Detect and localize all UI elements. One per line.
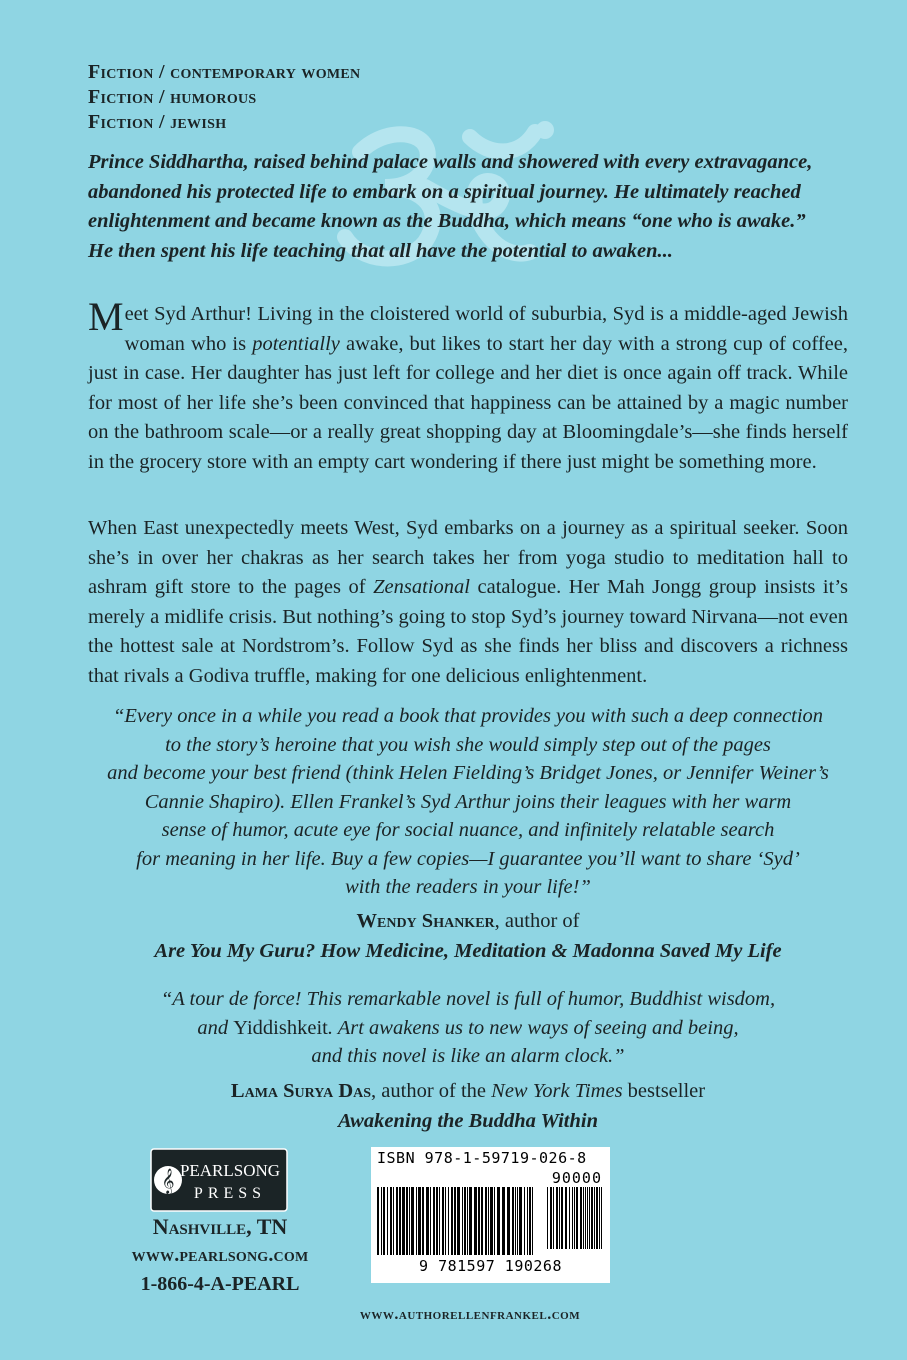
- barcode-addon-bar: [569, 1187, 570, 1249]
- para2-emphasis: Zensational: [373, 576, 470, 598]
- svg-text:𝄞: 𝄞: [161, 1169, 175, 1194]
- barcode-addon-bar: [599, 1187, 600, 1249]
- barcode-bar: [399, 1187, 401, 1255]
- attribution-role: , author of: [494, 910, 580, 932]
- barcode-addon-bar: [576, 1187, 578, 1249]
- barcode-bar: [474, 1187, 477, 1255]
- barcode-bar: [464, 1187, 466, 1255]
- barcode-addon-bar: [561, 1187, 563, 1249]
- barcode-bar: [381, 1187, 382, 1255]
- barcode-bar: [451, 1187, 453, 1255]
- barcode-addon-bar: [587, 1187, 588, 1249]
- attribution-role: , author of the: [371, 1080, 492, 1102]
- para2-text-a: When East unexpectedly meets West, Syd embarks on a journey as a spiritual seeker. Soon she’s in over her chakras as her search takes her from yoga studio to meditation hall to ashram gift store to the pages of: [88, 517, 848, 598]
- category-line: Fiction / contemporary women: [88, 61, 361, 83]
- barcode-bar: [377, 1187, 379, 1255]
- barcode-bar: [402, 1187, 405, 1255]
- barcode-addon-bar: [591, 1187, 593, 1249]
- para1-text-a: eet Syd Arthur! Living in the cloistered world of suburbia, Syd is a middle-aged Jewish woman who is: [124, 303, 848, 355]
- barcode-bar: [430, 1187, 431, 1255]
- barcode-bar: [488, 1187, 489, 1255]
- barcode-bar: [390, 1187, 392, 1255]
- pearlsong-press-logo: [150, 1148, 288, 1212]
- barcode-addon-bar: [596, 1187, 598, 1249]
- quote-word-yiddishkeit: Yiddishkeit: [233, 1016, 328, 1039]
- quote-line: “Every once in a while you read a book that provides you with such a deep connection: [112, 705, 824, 727]
- quote-line: This remarkable novel is full of humor, Buddhist wisdom,: [306, 988, 776, 1010]
- barcode-bar: [454, 1187, 456, 1255]
- attribution-book-title: Are You My Guru? How Medicine, Meditation & Madonna Saved My Life: [154, 940, 782, 962]
- barcode-bar: [422, 1187, 424, 1255]
- barcode-bar: [515, 1187, 516, 1255]
- publisher-info: [80, 1212, 360, 1299]
- barcode-digits: 9 781597 190268: [419, 1257, 562, 1275]
- barcode-bar: [467, 1187, 468, 1255]
- barcode-bar: [439, 1187, 440, 1255]
- description-paragraph-1: [88, 294, 848, 477]
- barcode-addon-bar: [572, 1187, 573, 1249]
- testimonial-attribution-2: [88, 1076, 848, 1136]
- intro-paragraph: Prince Siddhartha, raised behind palace walls and showered with every extravagance, abandoned his protected life to embark on a spiritual journey. He ultimately reached enlightenment and became known as the Buddha, which means “one who is awake.” He then spent his life teaching that all have the potential to awaken...: [88, 151, 813, 262]
- barcode-addon-bar: [547, 1187, 548, 1249]
- isbn-text: ISBN 978-1-59719-026-8: [377, 1149, 587, 1167]
- para2-text-b: catalogue. Her Mah Jongg group insists it’s merely a midlife crisis. But nothing’s going to stop Syd’s journey toward Nirvana—not even the hottest sale at Nordstrom’s. Follow Syd as she finds her bliss and discovers a richness that rivals a Godiva truffle, making for one delicious enlightenment.: [88, 576, 848, 687]
- barcode-bar: [426, 1187, 429, 1255]
- barcode-bar: [502, 1187, 505, 1255]
- barcode-bar: [436, 1187, 438, 1255]
- quote-line: with the readers in your life!”: [345, 876, 591, 898]
- testimonial-quote-1: [88, 702, 848, 902]
- para1-emphasis: potentially: [252, 332, 340, 355]
- price-code: 90000: [551, 1169, 602, 1187]
- barcode-bar: [469, 1187, 472, 1255]
- testimonial-quote-2: [88, 985, 848, 1071]
- barcode-bar: [527, 1187, 528, 1255]
- barcode-addon-bar: [594, 1187, 595, 1249]
- category-line: Fiction / jewish: [88, 111, 227, 133]
- barcode-bar: [448, 1187, 449, 1255]
- barcode-addon-bar: [559, 1187, 560, 1249]
- barcode-addon-bar: [553, 1187, 554, 1249]
- quote-line: . Art awakens us to new ways of seeing and being,: [327, 1016, 739, 1039]
- barcode-bar: [494, 1187, 495, 1255]
- barcode-bar: [457, 1187, 460, 1255]
- description-paragraph-2: [88, 514, 848, 691]
- barcode-bar: [512, 1187, 514, 1255]
- quote-line: and: [197, 1016, 234, 1039]
- isbn-barcode: [371, 1147, 610, 1283]
- barcode-bar: [517, 1187, 518, 1255]
- para1-text-b: awake, but likes to start her day with a strong cup of coffee, just in case. Her daughter has just left for college and her diet is once again off track. While for most of her life she’s been convinced that happiness can be attained by a magic number on the bathroom scale—or a really great shopping day at Bloomingdale’s—she finds herself in the grocery store with an empty cart wondering if there just might be something more.: [88, 332, 848, 473]
- logo-line-2: PRESS: [193, 1185, 267, 1202]
- attribution-name: Lama Surya Das: [230, 1080, 372, 1102]
- barcode-bar: [462, 1187, 463, 1255]
- barcode-bar: [481, 1187, 483, 1255]
- quote-line: to the story’s heroine that you wish she would simply step out of the pages: [165, 733, 771, 756]
- barcode-addon-bar: [565, 1187, 567, 1249]
- attribution-book-title: Awakening the Buddha Within: [338, 1110, 598, 1132]
- barcode-bar: [529, 1187, 531, 1255]
- logo-line-1: PEARLSONG: [179, 1161, 281, 1180]
- barcode-bar: [497, 1187, 500, 1255]
- barcode-addon-bar: [550, 1187, 552, 1249]
- barcode-bars: [377, 1187, 604, 1257]
- barcode-bar: [524, 1187, 525, 1255]
- barcode-bar: [433, 1187, 435, 1255]
- category-line: Fiction / humorous: [88, 86, 257, 108]
- attribution-name: Wendy Shanker: [356, 910, 495, 932]
- barcode-addon-bar: [585, 1187, 586, 1249]
- barcode-bar: [485, 1187, 487, 1255]
- quote-line: “A tour de force!: [160, 988, 307, 1010]
- quote-line: for meaning in her life. Buy a few copies—I guarantee you’ll want to share ‘Syd’: [136, 847, 800, 870]
- barcode-addon-bar: [583, 1187, 584, 1249]
- barcode-addon-bar: [589, 1187, 590, 1249]
- attribution-paper: New York Times: [491, 1080, 623, 1102]
- barcode-bar: [396, 1187, 398, 1255]
- barcode-addon-bar: [574, 1187, 575, 1249]
- barcode-bar: [411, 1187, 414, 1255]
- barcode-addon-bar: [601, 1187, 602, 1249]
- publisher-website: www.pearlsong.com: [131, 1244, 309, 1266]
- barcode-bar: [507, 1187, 510, 1255]
- quote-line: and this novel is like an alarm clock.”: [311, 1045, 625, 1067]
- barcode-bar: [406, 1187, 408, 1255]
- drop-cap: M: [88, 294, 124, 339]
- barcode-bar: [393, 1187, 394, 1255]
- attribution-role-2: bestseller: [622, 1080, 706, 1102]
- barcode-addon-bar: [580, 1187, 582, 1249]
- barcode-bar: [416, 1187, 417, 1255]
- barcode-bar: [418, 1187, 421, 1255]
- barcode-addon-bar: [556, 1187, 558, 1249]
- quote-line: Cannie Shapiro). Ellen Frankel’s Syd Arthur joins their leagues with her warm: [144, 790, 792, 813]
- testimonial-attribution-1: [88, 906, 848, 966]
- bisac-categories: [88, 60, 360, 135]
- author-website: www.authorellenfrankel.com: [359, 1306, 581, 1323]
- barcode-bar: [478, 1187, 480, 1255]
- barcode-bar: [383, 1187, 385, 1255]
- barcode-bar: [409, 1187, 410, 1255]
- publisher-phone: 1-866-4-A-PEARL: [140, 1273, 300, 1295]
- barcode-bar: [445, 1187, 446, 1255]
- barcode-bar: [490, 1187, 493, 1255]
- barcode-bar: [387, 1187, 388, 1255]
- barcode-bar: [532, 1187, 533, 1255]
- barcode-bar: [442, 1187, 444, 1255]
- barcode-bar: [519, 1187, 522, 1255]
- quote-line: and become your best friend (think Helen Fielding’s Bridget Jones, or Jennifer Weiner’s: [107, 762, 829, 784]
- publisher-city: Nashville, TN: [152, 1214, 288, 1239]
- quote-line: sense of humor, acute eye for social nuance, and infinitely relatable search: [161, 819, 775, 841]
